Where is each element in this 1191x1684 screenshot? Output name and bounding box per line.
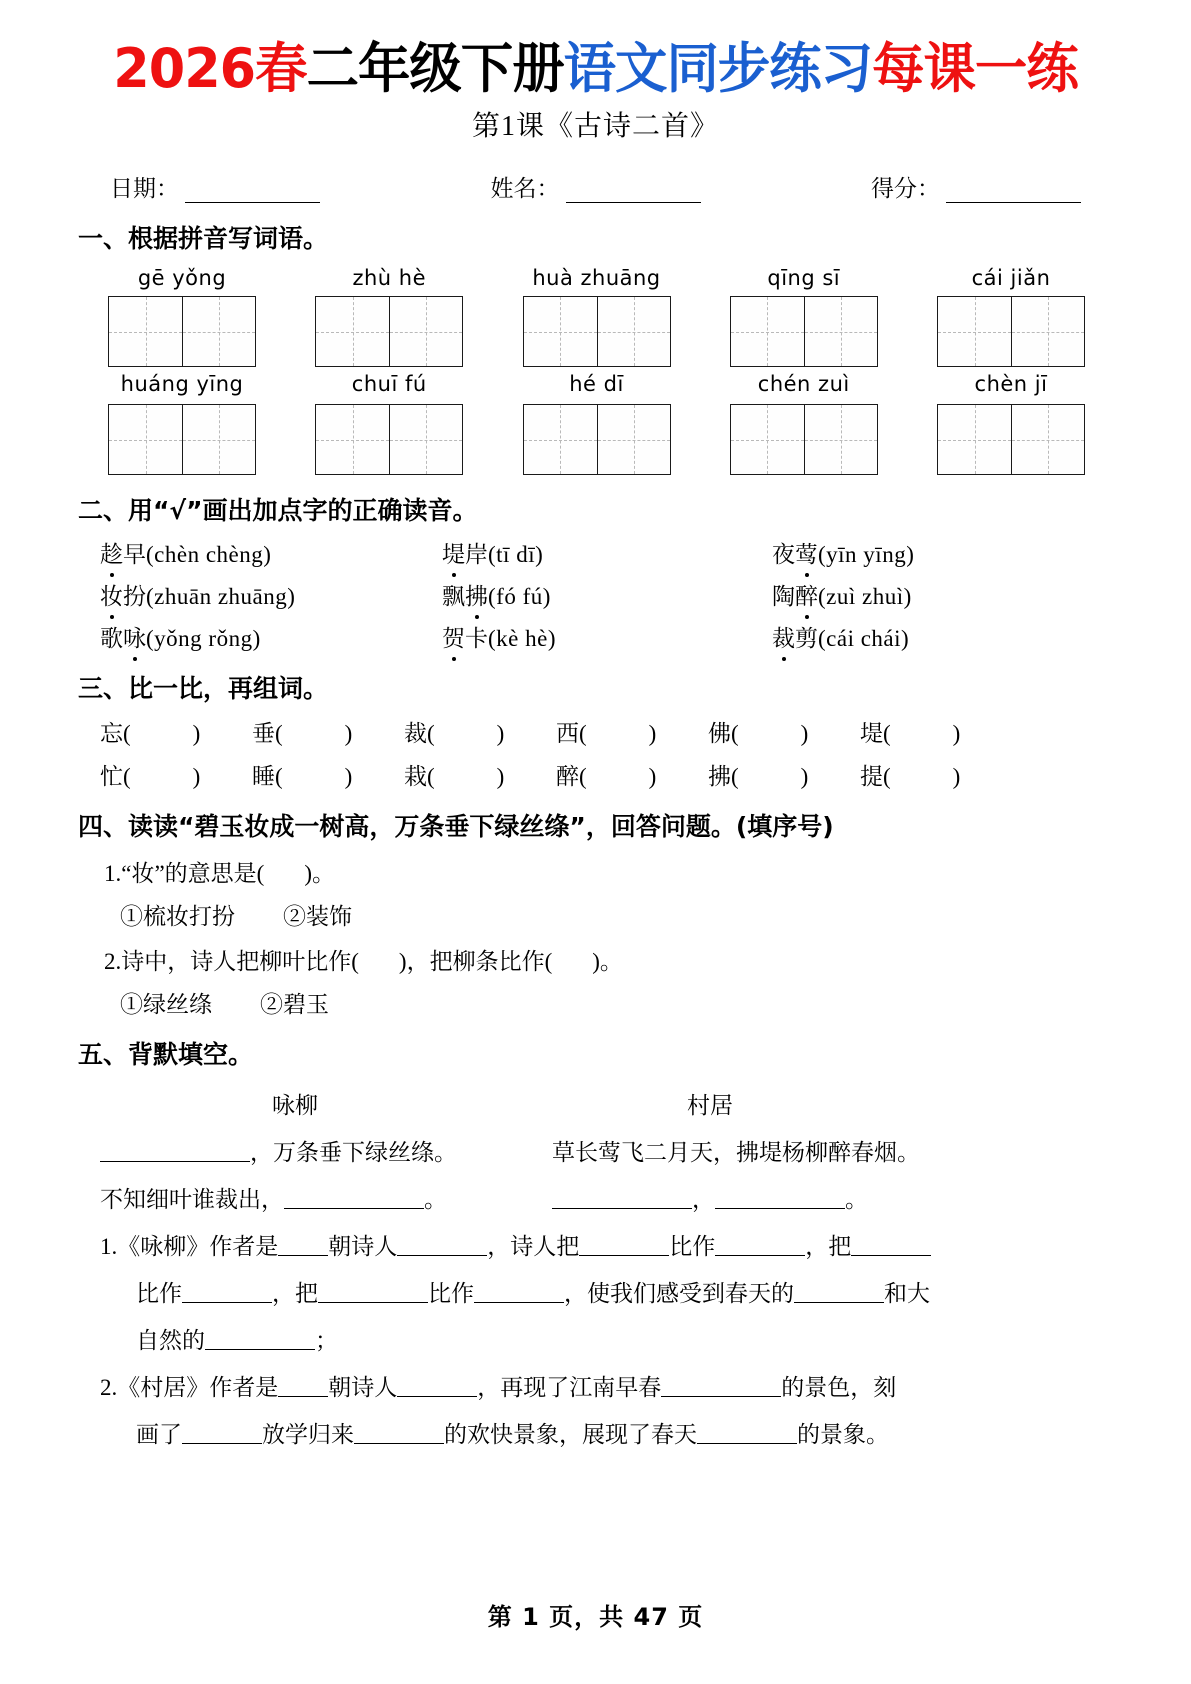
compare-item[interactable] [404,758,556,791]
section4-question-2-options [78,986,1113,1019]
pinyin-options[interactable]: (yǒng rǒng) [146,626,261,652]
pinyin-options[interactable]: (cái chái) [818,626,910,652]
compare-item[interactable] [404,715,556,748]
section5-question-1-line-2[interactable] [78,1275,1113,1308]
q-text: 放学归来 [262,1422,354,1448]
fill-blank[interactable] [579,1236,669,1256]
pronunciation-row [78,536,1113,569]
fill-blank[interactable] [278,1236,328,1256]
compare-close: ) [800,721,809,747]
pinyin-label: huáng yīng [120,372,244,397]
word-prefix: 飘 [442,584,465,610]
pinyin-cell [925,263,1097,367]
compare-close: ) [344,764,353,790]
dotted-character: 咏 [123,620,146,653]
compare-char: 栽( [404,764,435,790]
pronunciation-item[interactable] [772,578,912,611]
compare-char: 佛( [708,721,739,747]
pinyin-options[interactable]: (zhuān zhuāng) [146,584,296,610]
poem-left-line-2[interactable] [100,1181,552,1214]
q-text: 比作 [669,1234,716,1260]
pronunciation-item[interactable] [442,620,772,653]
section-5-heading: 五、背默填空。 [78,1040,254,1070]
pinyin-cell [925,367,1097,475]
page-title [94,37,1098,100]
pinyin-label: huà zhuāng [532,266,661,291]
option-2[interactable]: ②装饰 [283,904,352,930]
q-text: ，把 [805,1234,852,1260]
pinyin-row-2 [78,367,1113,475]
grid-cell[interactable] [938,405,1011,474]
name-field[interactable] [491,170,701,203]
grid-cell[interactable] [597,297,670,366]
compare-item[interactable] [100,758,252,791]
pinyin-label: zhù hè [352,266,427,291]
pinyin-cell [511,367,683,475]
q-text: ，使我们感受到春天的 [564,1281,794,1307]
pronunciation-item[interactable] [442,536,772,569]
poem-right-line-2[interactable] [552,1181,1112,1214]
compare-close: ) [800,764,809,790]
score-blank[interactable] [946,182,1081,203]
fill-blank[interactable] [474,1283,564,1303]
fill-blank[interactable] [205,1330,315,1350]
section-4-heading: 四、读读“碧玉妆成一树高，万条垂下绿丝绦”，回答问题。(填序号) [78,812,834,842]
poem-text: 不知细叶谁裁出， [100,1187,284,1213]
compare-char: 堤( [860,721,891,747]
section5-question-2-line-1[interactable] [78,1369,1113,1402]
section-2-heading: 二、用“√”画出加点字的正确读音。 [78,496,478,526]
q-text: 自然的 [136,1328,205,1354]
q-text: 比作 [136,1281,182,1307]
pinyin-options[interactable]: (fó fú) [488,584,551,610]
option-1[interactable]: ①绿丝绦 [120,992,212,1018]
fill-blank[interactable] [715,1236,805,1256]
poem-blank[interactable] [100,1142,250,1162]
compare-close: ) [192,721,201,747]
question-text-a: 2.诗中，诗人把柳叶比作( [104,949,359,975]
poem-title-left: 咏柳 [272,1093,318,1119]
character-grid[interactable] [315,404,463,475]
compare-item[interactable] [708,758,860,791]
grid-cell[interactable] [597,405,670,474]
poem-line-row-2 [78,1181,1113,1214]
compare-close: ) [496,721,505,747]
q-text: 朝诗人 [328,1234,398,1260]
q-text: 朝诗人 [328,1375,398,1401]
poem-blank[interactable] [552,1189,692,1209]
section5-question-1-line-3[interactable] [78,1322,1113,1355]
q-text: 2.《村居》作者是 [100,1375,279,1401]
pronunciation-item[interactable] [100,578,442,611]
word-suffix: 扮 [123,584,146,610]
pinyin-label: chèn jī [974,372,1048,397]
compare-char: 拂( [708,764,739,790]
word-prefix: 陶 [772,584,795,610]
poem-blank[interactable] [715,1189,845,1209]
poem-text: ， [692,1187,715,1213]
character-grid[interactable] [523,404,671,475]
q-text: 的欢快景象，展现了春天 [444,1422,697,1448]
fill-blank[interactable] [397,1236,487,1256]
pinyin-cell [96,367,268,475]
poem-left-line-1[interactable] [100,1134,552,1167]
compare-row-1 [78,715,1113,748]
option-2[interactable]: ②碧玉 [260,992,329,1018]
fill-blank[interactable] [397,1377,477,1397]
pronunciation-row [78,578,1113,611]
section-1-heading: 一、根据拼音写词语。 [78,224,329,254]
word-suffix: 剪 [795,626,818,652]
q-text: 的景象。 [797,1422,889,1448]
compare-item[interactable] [556,715,708,748]
pinyin-options[interactable]: (kè hè) [488,626,556,652]
pinyin-label: hé dī [569,372,624,397]
compare-item[interactable] [708,715,860,748]
pinyin-label: chén zuì [757,372,850,397]
grid-cell[interactable] [804,297,877,366]
question-text-c: )。 [592,949,623,975]
pronunciation-item[interactable] [772,536,914,569]
title-part-grade: 二年级下册 [306,37,564,100]
pinyin-options[interactable]: (yīn yīng) [818,542,915,568]
page-footer: 第 1 页，共 47 页 [487,1603,704,1631]
compare-char: 忘( [100,721,131,747]
pinyin-cell [96,263,268,367]
compare-char: 西( [556,721,587,747]
date-blank[interactable] [185,182,320,203]
compare-char: 忙( [100,764,131,790]
section-3-heading: 三、比一比，再组词。 [78,674,329,704]
q-text: ； [315,1328,338,1354]
grid-cell[interactable] [316,405,389,474]
question-text-a: 1.“妆”的意思是( [104,861,265,887]
grid-cell[interactable] [804,405,877,474]
name-label: 姓名： [490,176,560,202]
word-suffix: 早 [123,542,146,568]
grid-cell[interactable] [524,297,597,366]
character-grid[interactable] [730,296,878,367]
grid-cell[interactable] [182,405,255,474]
question-text-b: )。 [304,861,335,887]
poem-blank[interactable] [284,1189,424,1209]
fill-blank[interactable] [318,1283,428,1303]
grid-cell[interactable] [1011,297,1084,366]
pinyin-cell [303,367,475,475]
q-text: ，再现了江南早春 [477,1375,662,1401]
section4-question-2[interactable] [78,943,1113,976]
compare-close: ) [192,764,201,790]
pinyin-label: qīng sī [767,266,841,291]
pinyin-row-1 [78,263,1113,367]
word-prefix: 夜 [772,542,795,568]
pinyin-label: gē yǒng [137,266,227,291]
compare-close: ) [648,721,657,747]
score-label: 得分： [871,176,940,202]
poem-text: 草长莺飞二月天，拂堤杨柳醉春烟。 [552,1140,920,1166]
q-text: 比作 [428,1281,474,1307]
pinyin-cell [303,263,475,367]
q-text: 和大 [884,1281,930,1307]
fill-blank[interactable] [182,1424,262,1444]
compare-item[interactable] [100,715,252,748]
grid-cell[interactable] [109,405,182,474]
info-row [96,170,1095,203]
grid-cell[interactable] [389,405,462,474]
grid-cell[interactable] [389,297,462,366]
question-text-b: )，把柳条比作( [398,949,553,975]
poem-right-line-1 [552,1134,1112,1167]
poem-line-row-1 [78,1134,1113,1167]
pronunciation-item[interactable] [442,578,772,611]
section5-question-1-line-1[interactable] [78,1228,1113,1261]
pronunciation-item[interactable] [100,536,442,569]
section4-question-1[interactable] [78,855,1113,888]
compare-char: 提( [860,764,891,790]
date-field[interactable] [110,170,320,203]
grid-cell[interactable] [524,405,597,474]
name-blank[interactable] [566,182,701,203]
q-text: ，诗人把 [487,1234,580,1260]
compare-close: ) [952,764,961,790]
dotted-character: 莺 [795,536,818,569]
poem-text: ，万条垂下绿丝绦。 [250,1140,457,1166]
title-part-subject: 语文同步练习 [563,37,873,100]
grid-cell[interactable] [316,297,389,366]
compare-char: 裁( [404,721,435,747]
fill-blank[interactable] [182,1283,272,1303]
fill-blank[interactable] [697,1424,797,1444]
grid-cell[interactable] [731,297,804,366]
grid-cell[interactable] [731,405,804,474]
date-label: 日期： [110,176,179,202]
character-grid[interactable] [937,404,1085,475]
pinyin-options[interactable]: (zuì zhuì) [818,584,912,610]
pinyin-cell [718,263,890,367]
pinyin-writing-block [78,263,1113,475]
dotted-character: 醉 [795,578,818,611]
character-grid[interactable] [523,296,671,367]
grid-cell[interactable] [182,297,255,366]
word-suffix: 卡 [465,626,488,652]
score-field[interactable] [871,170,1081,203]
dotted-character: 贺 [442,620,465,653]
compare-close: ) [648,764,657,790]
grid-cell[interactable] [1011,405,1084,474]
title-part-year: 2026春 [113,37,307,100]
lesson-subtitle: 第1课《古诗二首》 [471,111,719,143]
character-grid[interactable] [108,296,256,367]
grid-cell[interactable] [109,297,182,366]
word-prefix: 歌 [100,626,123,652]
compare-item[interactable] [860,715,1012,748]
dotted-character: 堤 [442,536,465,569]
character-grid[interactable] [937,296,1085,367]
compare-char: 睡( [252,764,283,790]
grid-cell[interactable] [938,297,1011,366]
fill-blank[interactable] [354,1424,444,1444]
compare-char: 垂( [252,721,283,747]
section5-question-2-line-2[interactable] [78,1416,1113,1449]
poem-title-right: 村居 [687,1093,733,1119]
dotted-character: 裁 [772,620,795,653]
fill-blank[interactable] [851,1236,931,1256]
q-text: 1.《咏柳》作者是 [100,1234,279,1260]
compare-close: ) [496,764,505,790]
compare-item[interactable] [556,758,708,791]
fill-blank[interactable] [661,1377,781,1397]
title-part-series: 每课一练 [872,37,1078,100]
poem-text: 。 [845,1187,868,1213]
character-grid[interactable] [108,404,256,475]
pronunciation-item[interactable] [772,620,909,653]
q-text: ，把 [272,1281,318,1307]
dotted-character: 妆 [100,578,123,611]
compare-close: ) [952,721,961,747]
poem-text: 。 [424,1187,447,1213]
character-grid[interactable] [730,404,878,475]
character-grid[interactable] [315,296,463,367]
dotted-character: 拂 [465,578,488,611]
compare-item[interactable] [252,715,404,748]
pinyin-label: cái jiǎn [971,266,1051,291]
pronunciation-item[interactable] [100,620,442,653]
compare-close: ) [344,721,353,747]
compare-item[interactable] [252,758,404,791]
poem-titles-row [78,1087,1113,1120]
q-text: 画了 [136,1422,182,1448]
pinyin-label: chuī fú [351,372,427,397]
fill-blank[interactable] [794,1283,884,1303]
dotted-character: 趁 [100,536,123,569]
compare-row-2 [78,758,1113,791]
pronunciation-row [78,620,1113,653]
q-text: 的景色，刻 [781,1375,897,1401]
fill-blank[interactable] [278,1377,328,1397]
pinyin-options[interactable]: (tī dī) [488,542,544,568]
option-1[interactable]: ①梳妆打扮 [120,904,235,930]
pinyin-cell [718,367,890,475]
pinyin-options[interactable]: (chèn chèng) [146,542,272,568]
pinyin-cell [511,263,683,367]
compare-item[interactable] [860,758,1012,791]
word-suffix: 岸 [465,542,488,568]
compare-char: 醉( [556,764,587,790]
section4-question-1-options [78,898,1113,931]
